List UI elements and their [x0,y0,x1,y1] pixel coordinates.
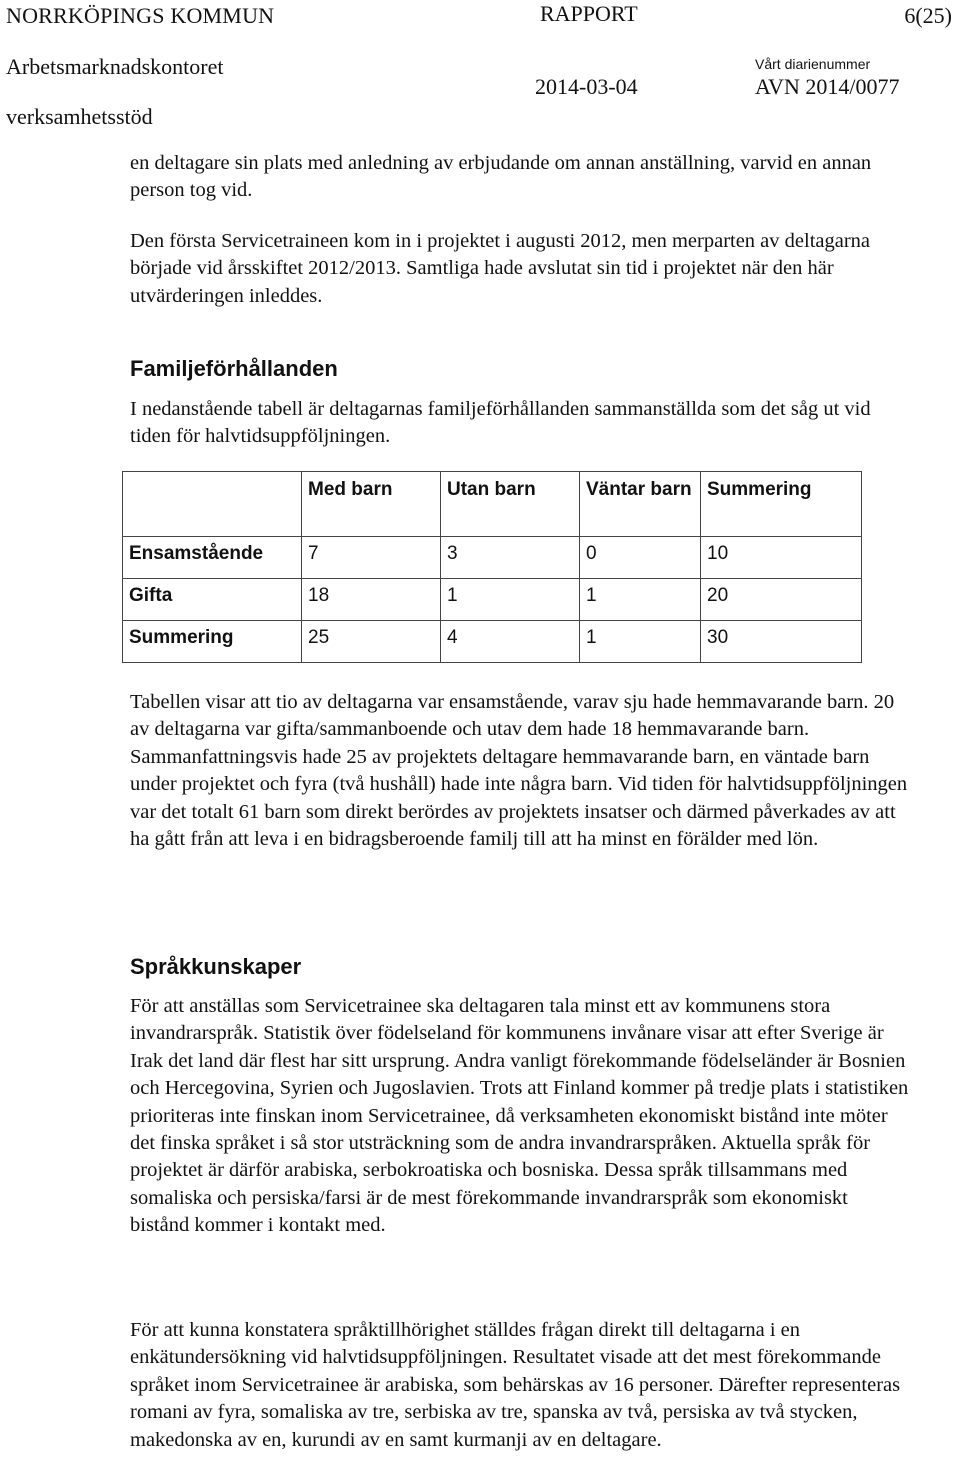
paragraph-project-start [130,228,910,310]
document-type: RAPPORT [540,1,638,26]
organization-name: NORRKÖPINGS KOMMUN [6,3,275,28]
department-name: Arbetsmarknadskontoret [6,54,224,79]
table-cell: 20 [701,579,862,621]
paragraph: en deltagare sin plats med anledning av erbjudande om annan anställning, varvid en annan person tog vid. [130,152,872,202]
table-header-cell: Utan barn [441,472,580,537]
table-cell: 1 [580,621,701,663]
table-cell: 3 [441,537,580,579]
paragraph: Den första Servicetraineen kom in i projektet i augusti 2012, men merparten av deltagarna började vid årsskiftet 2012/2013. Samtliga hade avslutat sin tid i projektet när den här utvärderingen inleddes. [130,230,871,307]
diarie-number: AVN 2014/0077 [755,74,900,99]
paragraph: I nedanstående tabell är deltagarnas familjeförhållanden sammanställda som det såg ut vid tiden för halvtidsuppföljningen. [130,398,871,448]
table-cell: 4 [441,621,580,663]
table-header-cell: Väntar barn [580,472,701,537]
section-heading-language: Språkkunskaper [130,954,302,979]
family-intro [130,396,910,451]
paragraph-continuation [130,150,910,205]
table-row [123,621,862,663]
table-cell: 0 [580,537,701,579]
table-header-row [123,472,862,537]
language-paragraph-2 [130,1317,910,1454]
table-row [123,579,862,621]
table-cell: 7 [302,537,441,579]
table-cell: 10 [701,537,862,579]
table-cell: 1 [580,579,701,621]
table-header-cell [123,472,302,537]
paragraph: För att kunna konstatera språktillhörighet ställdes frågan direkt till deltagarna i en enkätundersökning vid halvtidsuppföljningen. Resultatet visade att det mest förekommande språket inom Servicetrainee är arabiska, som behärskas av 16 personer. Därefter representeras romani av fyra, somaliska av tre, serbiska av tre, spanska av två, persiska av två stycken, makedonska av en, kurundi av en samt kurmanji av en deltagare. [130,1319,901,1451]
table-cell: 18 [302,579,441,621]
row-label: Ensamstående [123,537,302,579]
document-date: 2014-03-04 [535,74,638,99]
unit-name: verksamhetsstöd [6,104,153,129]
section-heading-family: Familjeförhållanden [130,356,338,381]
family-summary [130,689,910,853]
diarie-label: Vårt diarienummer [755,56,871,72]
row-label: Gifta [123,579,302,621]
table-cell: 1 [441,579,580,621]
paragraph: För att anställas som Servicetrainee ska deltagaren tala minst ett av kommunens stora invandrarspråk. Statistik över födelseland för kommunens invånare visar att efter Sverige är Irak det land där flest har sitt ursprung. Andra vanligt förekommande födelseländer är Bosnien och Hercegovina, Syrien och Jugoslavien. Trots att Finland kommer på tredje plats i statistiken prioriteras inte finskan inom Servicetrainee, då verksamheten ekonomiskt bistånd inte möter det finska språket i så stor utsträckning som de andra invandrarspråken. Aktuella språk för projektet är därför arabiska, serbokroatiska och bosniska. Dessa språk tillsammans med somaliska och persiska/farsi är de mest förekommande invandrarspråk som ekonomiskt bistånd kommer i kontakt med. [130,995,909,1237]
table-header-cell: Summering [701,472,862,537]
language-paragraph-1 [130,993,910,1240]
row-label: Summering [123,621,302,663]
paragraph: Tabellen visar att tio av deltagarna var ensamstående, varav sju hade hemmavarande barn. 20 av deltagarna var gifta/sammanboende och utav dem hade 18 hemmavarande barn. Sammanfattningsvis hade 25 av projektets deltagare hemmavarande barn, en väntade barn under projektet och fyra (två hushåll) hade inte några barn. Vid tiden för halvtidsuppföljningen var det totalt 61 barn som direkt berördes av projektets insatser och därmed påverkades av att ha gått från att leva i en bidragsberoende familj till att ha minst en förälder med lön. [130,691,908,851]
table-cell: 25 [302,621,441,663]
family-table [122,471,862,663]
page-number: 6(25) [904,3,952,28]
table-header-cell: Med barn [302,472,441,537]
table-cell: 30 [701,621,862,663]
table-row [123,537,862,579]
